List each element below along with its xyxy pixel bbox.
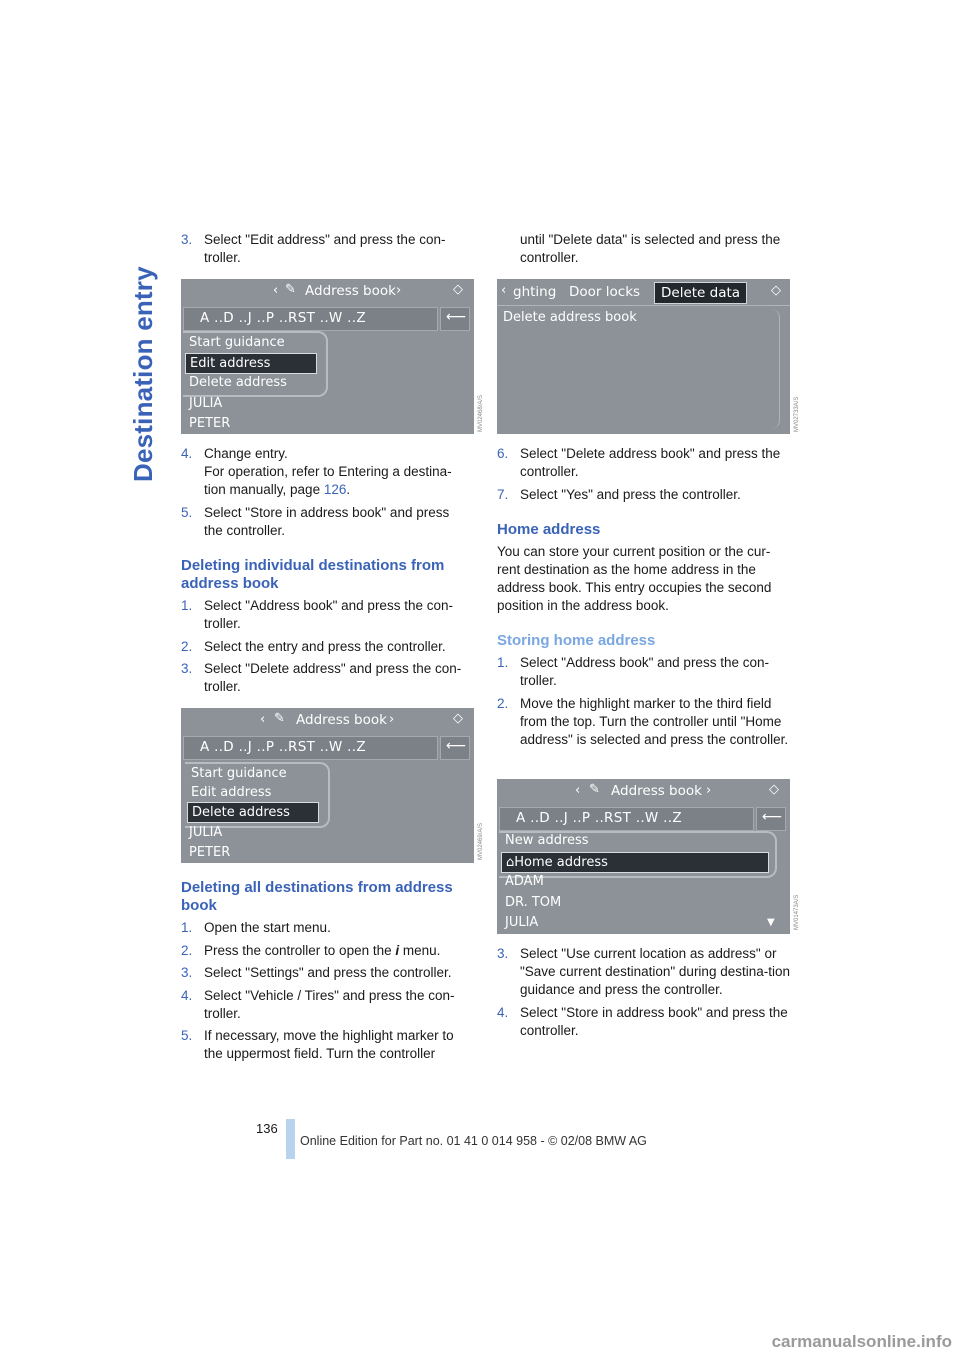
chevron-left-icon: ‹ [260, 712, 266, 727]
screen-delete-data [497, 279, 790, 434]
list-item: JULIA [189, 825, 223, 840]
back-arrow-icon: ⟵ [446, 738, 467, 754]
list-item [497, 695, 790, 749]
back-button [440, 307, 470, 331]
step-number: 3. [497, 946, 509, 961]
screen-address-book-delete [181, 708, 474, 863]
step-number: 2. [181, 942, 193, 958]
step-text: Select the entry and press the controller. [204, 638, 446, 654]
image-code-text: MV01473A/S [794, 894, 800, 930]
subsection-heading: Storing home address [497, 632, 656, 649]
step-text: Select "Delete address" and press the con-troller. [204, 661, 462, 694]
chevron-right-icon: › [396, 283, 402, 298]
options-icon: ◇ [453, 282, 463, 297]
step-number: 4. [181, 446, 193, 461]
list-item: ADAM [505, 874, 544, 889]
step-text: Select "Store in address book" and press the controller. [204, 504, 450, 538]
image-code-text: MV02469/A/S [478, 822, 484, 860]
chevron-left-icon: ‹ [575, 783, 581, 798]
alphabet-bar [183, 307, 438, 331]
step-text-line1: Change entry. [204, 446, 288, 461]
list-item-home-address [501, 852, 769, 873]
step-text: Select "Use current location as address" or "Save current destination" during destina-tion guidance and press the controller. [520, 946, 790, 997]
alphabet-bar [183, 736, 438, 760]
list-item [497, 486, 790, 504]
step-text: Select "Settings" and press the controller. [204, 965, 452, 980]
section-heading: Deleting all destinations from address book [181, 879, 453, 914]
image-code [478, 800, 488, 860]
step-text: Select "Address book" and press the con-troller. [520, 655, 769, 688]
step-number: 4. [497, 1004, 509, 1020]
tab-door-locks: Door locks [569, 284, 641, 300]
address-book-icon: ✎ [285, 282, 296, 297]
step-number: 4. [181, 987, 193, 1003]
tab-delete-data: Delete data [654, 282, 747, 304]
address-book-icon: ✎ [589, 782, 600, 797]
step-text [204, 445, 471, 499]
screen-address-book-edit [181, 279, 474, 434]
home-icon: ⌂ [506, 855, 515, 870]
list-item [181, 231, 471, 267]
chevron-right-icon: › [389, 712, 395, 727]
step-text: If necessary, move the highlight marker to the uppermost field. Turn the controller [204, 1028, 454, 1061]
image-code [794, 372, 804, 432]
body-text: You can store your current position or the cur-rent destination as the home address in the address book. This entry occupies the second position in the address book. [497, 544, 772, 613]
menu-item-start-guidance: Start guidance [191, 766, 287, 781]
step-text: Select "Edit address" and press the con-troller. [204, 232, 446, 265]
list-item-new-address: New address [505, 833, 589, 848]
menu-item-start-guidance: Start guidance [189, 335, 285, 350]
menu-item-delete-address-book: Delete address book [503, 310, 637, 325]
alphabet-text: A ..D ..J ..P ..RST ..W ..Z [200, 739, 366, 755]
step-number: 7. [497, 486, 509, 502]
list-item [181, 1027, 471, 1063]
options-icon: ◇ [771, 283, 781, 298]
step-text: Move the highlight marker to the third field from the top. Turn the controller until "Home address" is selected and press the controller. [520, 695, 789, 747]
info-icon: i [395, 942, 400, 958]
step-text: Select "Address book" and press the con-troller. [204, 598, 453, 631]
scroll-down-icon: ▼ [767, 917, 775, 928]
section-heading: Deleting individual destinations from address book [181, 557, 445, 592]
screen-title: Address book [305, 283, 396, 299]
step-text: Select "Yes" and press the controller. [520, 486, 741, 502]
step-text-end: . [346, 482, 351, 497]
alphabet-bar [499, 807, 754, 831]
left-column-bottom [181, 879, 471, 1068]
step-number: 3. [181, 661, 193, 676]
step-text-before: Press the controller to open the [204, 942, 396, 958]
screen-title: Address book [296, 712, 387, 728]
left-column-mid [181, 445, 471, 701]
tab-lighting: ghting [513, 284, 557, 300]
back-button [756, 807, 786, 831]
step-number: 6. [497, 446, 509, 461]
footer-accent-bar [286, 1119, 295, 1159]
step-number: 1. [181, 598, 193, 613]
step-number: 1. [181, 920, 193, 935]
home-address-label: Home address [514, 855, 608, 870]
step-text: Select "Delete address book" and press the controller. [520, 446, 781, 479]
back-arrow-icon: ⟵ [446, 309, 467, 325]
options-icon: ◇ [769, 782, 779, 797]
menu-item-delete-address: Delete address [187, 802, 319, 823]
alphabet-text: A ..D ..J ..P ..RST ..W ..Z [200, 310, 366, 326]
chevron-left-icon: ‹ [273, 283, 279, 298]
right-column-mid [497, 445, 790, 753]
step-text: Select "Store in address book" and press the controller. [520, 1004, 788, 1038]
chapter-title [128, 232, 162, 482]
screen-title: Address book [611, 783, 702, 799]
step-text: Open the start menu. [204, 920, 331, 935]
chevron-left-icon: ‹ [501, 283, 507, 298]
left-column-top [181, 231, 471, 272]
image-code [478, 372, 488, 432]
list-item [497, 445, 790, 481]
alphabet-text: A ..D ..J ..P ..RST ..W ..Z [516, 810, 682, 826]
step-number: 1. [497, 655, 509, 670]
list-item [497, 945, 790, 999]
chapter-title-text: Destination entry [128, 266, 158, 482]
step-number: 3. [181, 965, 193, 980]
watermark: carmanualsonline.info [771, 1332, 952, 1351]
scroll-arc [771, 309, 780, 429]
step-number: 2. [181, 638, 193, 654]
chevron-right-icon: › [706, 783, 712, 798]
list-item [181, 597, 471, 633]
back-arrow-icon: ⟵ [762, 809, 783, 825]
list-item [181, 504, 471, 540]
list-item: PETER [189, 416, 231, 431]
footer-edition-text: Online Edition for Part no. 01 41 0 014 958 - © 02/08 BMW AG [300, 1134, 647, 1148]
menu-item-edit-address: Edit address [191, 785, 272, 800]
list-item: PETER [189, 845, 231, 860]
list-item [181, 987, 471, 1023]
screen-home-address [497, 779, 790, 934]
menu-item-edit-address: Edit address [185, 353, 317, 374]
options-icon: ◇ [453, 711, 463, 726]
right-column-top [497, 231, 790, 271]
step-text: Select "Vehicle / Tires" and press the con-troller. [204, 987, 455, 1021]
section-heading: Home address [497, 521, 601, 538]
step-text [204, 942, 471, 960]
page-number: 136 [256, 1121, 278, 1136]
image-code-text: MV02468/A/S [478, 394, 484, 432]
image-code [794, 870, 804, 930]
list-item [181, 964, 471, 982]
menu-item-delete-address: Delete address [189, 375, 287, 390]
page-link[interactable]: 126 [323, 482, 347, 497]
image-code-text: MV02733A/S [794, 396, 800, 432]
list-item: JULIA [189, 396, 223, 411]
list-item: JULIA [505, 915, 539, 930]
step-number: 3. [181, 232, 193, 247]
list-item [181, 919, 471, 937]
list-item [181, 445, 471, 499]
step-text-line2: For operation, refer to Entering a destina-tion manually, page [204, 464, 452, 497]
list-item [181, 942, 471, 960]
step-number: 5. [181, 1028, 193, 1043]
step-number: 2. [497, 695, 509, 711]
list-item [181, 638, 471, 656]
address-book-icon: ✎ [274, 711, 285, 726]
list-item [497, 654, 790, 690]
right-column-bottom [497, 945, 790, 1044]
step-number: 5. [181, 504, 193, 520]
list-item: DR. TOM [505, 895, 562, 910]
back-button [440, 736, 470, 760]
continued-text: until "Delete data" is selected and press the controller. [520, 232, 781, 265]
step-text-after: menu. [399, 942, 441, 958]
list-item [497, 1004, 790, 1040]
list-item [181, 660, 471, 696]
